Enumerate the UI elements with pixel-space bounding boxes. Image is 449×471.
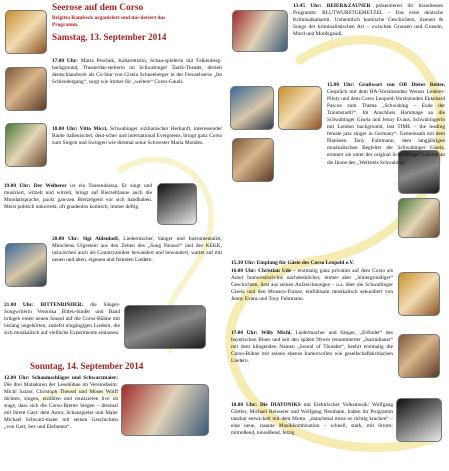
photo-schaumschlaeger	[121, 384, 209, 436]
event-5: 21.00 Uhr: BITTENBINDER: die Sänger-Songwriterin Veronika Bitten-binder und Band bringen einen neuen Sound auf die Corso-Bühne mit bislang ungehörten, zutiefst eingängigen Liedern, die sich musikalisch auf vielfache Experimente einlassen.	[4, 302, 120, 337]
event-8: 15.00 Uhr: Grußwort von OB Dieter Reiter. Gespräch mit dem BA-Vorsitzenden Werner Lederer-Piloty und dem Corso Leopold-Vorsitzenden Ekkehard Pascoe zum Thema „Schwabing – Ende der Traumstadt?“. Im Anschluss Hommage an die Schwabinger Gisela und Jenny Evans, Schwabingerin mit London background, last TIME – the leading female jazz singer in Germany“. Gemeinsam mit dem Pianisten Tony Fuhrmann, dem langjährigen musikalischen Begleiter der Schwabinger Gisela, erinnert sie unter der original Schwabinger Laterne an die Ikone des „Weltstels Schwabing“.	[327, 82, 445, 166]
photo-sigi-aldenhoff	[5, 243, 47, 287]
section-heading: Seerose auf dem Corso	[52, 3, 144, 13]
day-heading-sunday: Sonntag, 14. September 2014	[30, 361, 144, 371]
event-2: 18.00 Uhr: Vitto Micci, Schwabinger sizilianischer Herkunft, interessender Barde italienischer, deut-scher und international Evergreens, bringt ganz Corso zum Singen und Swingen wie diesmal seine Schwester Maria Mondes.	[52, 126, 223, 147]
event-6: 12.00 Uhr: Schaumschläger und Schwarzmaier: Die drei Matadoren der Lesebühne im Vereinsheim: Michi Salzer, Christoph Theussl und Moses Wolff dichten, singen, erzählen und musizieren live on stage, dass sich die Corso-Bretter biegen – diesmal mit ihrem Gast: dem Autor, Schauspieler und Maler Michael Schwarz-maier mit seinen Geschichten „von Gott, Sex und Elefanten“.	[4, 375, 118, 431]
event-11: 17.00 Uhr: Willy Michl, Liedermacher und Sänger, „Erfinder“ des bayerischen Blues und seit den späten 90-ern renommierter „Isarindianer“ mit dem klingenden Namen „Sound of Thunder“, beehrt erstmalig die Corso-Bühne mit seinen ebenso humorvollen wie gesellschaftskritischen Liedern.	[231, 330, 393, 365]
photo-lederer-piloty	[278, 86, 322, 130]
event-12: 18.00 Uhr: Die DIATONIKS mit Elektrischer Volksmusik: Wolfgang Görtler, Michael Reisserer und Wolfgang Neumann, haben ihr Programm tanzbar entwickelt mit dem Motto: „manchmal muss es richtig krachen“ – eine neue, rasante Musikkombination – schnell, stark, mit Strom- mitreißend, hinreißend, fetzig	[231, 402, 393, 437]
event-3: 19.00 Uhr: Der Weiherer ist ein Tausendsassa. Er singt und musiziert, witzelt und witzelt, bringt auf Bierzeltlaune auch die Mundartsprache, packt gan-zen Bierzelgeist vor sich handhaben. Meist poltisch unkorrekt, oft gnadenlos komisch, immer deftig.	[4, 183, 152, 211]
photo-maria-peschek	[5, 67, 47, 111]
photo-christian-ude	[232, 138, 274, 182]
photo-dieter-reiter	[230, 86, 274, 130]
photo-willy-michl	[398, 272, 440, 316]
event-4: 20.00 Uhr: Sigi Aldenhoff, Liedermacher, Sänger und Instrumentalist, Münchens Urgestein aus den Zeiten des „Song Parasol“ und des KEKK, inzwischen auch als Countryamiker bewandert und bewundert, wartet auf mit neuen und alten, eigenen und fremden Liedern.	[52, 236, 222, 264]
event-7: 13.45 Uhr: BEIER&ZAUNER präsentieren ihr brandneues Programm: BLUTWURSTGEMETZEL – Das erste deutsche Kriminalkabarett. Unheimlich komische Geschichten, Szenen & Songs der kriminalistischen Art – zwischen Grausen und Gruseln, Mord und Mordsgaudi.	[293, 3, 443, 38]
event-1: 17.00 Uhr: Maria Peschek, Kabarettistin, Schau-spielerin mit Falkenberg-background, Theaterdar-stellerin im Schwabinger TamS-Theater, derzeit deutschlandweit als Co-Star von Gisela Schneeberger in der Fernsehserie „Im Schleudergang“, sorgt wie immer für „weitere“ Corso-Gaudi.	[52, 58, 223, 86]
photo-bittenbinder	[124, 305, 206, 349]
photo-brigitta-rambeck	[5, 10, 47, 54]
photo-der-weiherer	[157, 183, 197, 225]
photo-tony-fuhrmann	[398, 198, 440, 238]
photo-beier-zauner	[232, 10, 288, 52]
day-heading-saturday: Samstag, 13. September 2014	[52, 32, 167, 42]
photo-diatoniks	[396, 398, 442, 442]
event-10: 16.00 Uhr: Christian Ude – erstmalig ganz privatim auf dem Corso als Autor humoristisch-bis nachdenklicher, immer aber „hintergründiger“ Geschichten, liest aus seinen Aufzeichnungen – u.a. über die Schwabinger Gisela und den Monaco-Franze, einfühlsam musikalisch sekundiert von Jenny Evans und Tony Fuhrmann.	[231, 268, 393, 303]
photo-willy-michl-2	[398, 334, 440, 378]
event-9: 15.30 Uhr: Empfang für Gäste des Corso Leopold e.V.	[231, 260, 354, 266]
intro-text: Brigitta Rambeck organisiert und mo-deriert das Programm.	[52, 15, 166, 28]
photo-vitto-micci	[5, 123, 47, 167]
